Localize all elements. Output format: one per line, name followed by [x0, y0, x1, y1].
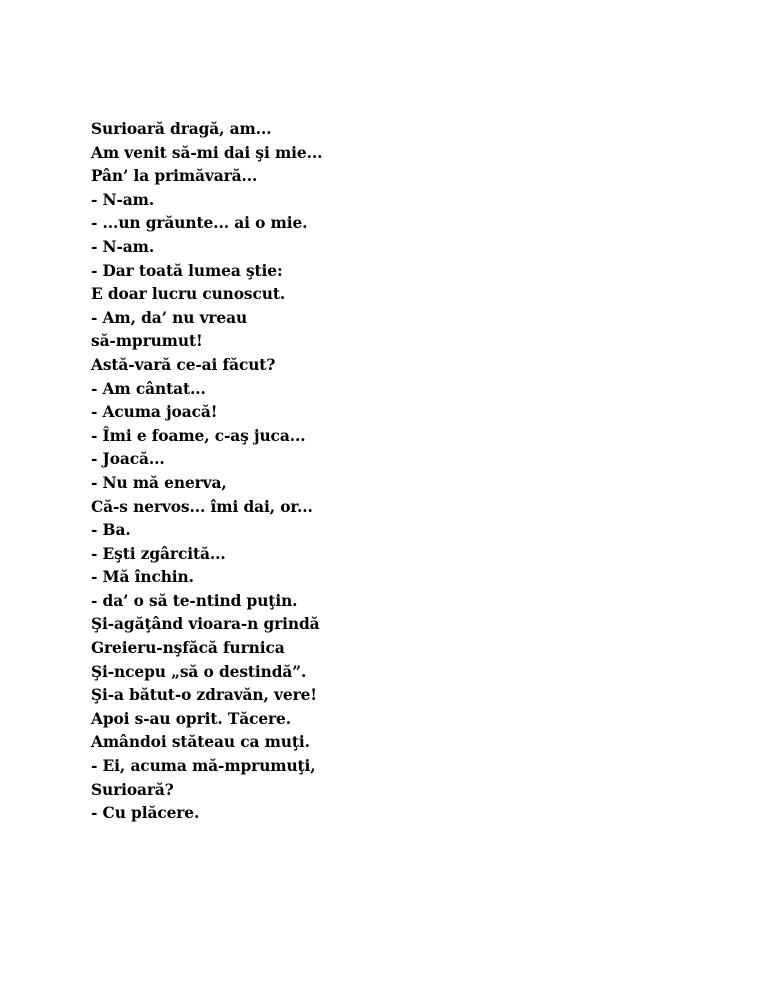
poem-line: Amândoi stăteau ca muţi. — [91, 733, 310, 752]
poem-line: - Am cântat... — [91, 379, 206, 398]
poem-line: - ...un grăunte... ai o mie. — [91, 214, 308, 233]
poem-line: - Nu mă enerva, — [91, 473, 227, 492]
poem-line: - N-am. — [91, 237, 155, 256]
poem-line: - Cu plăcere. — [91, 804, 200, 823]
poem-line: - Ba. — [91, 521, 131, 540]
poem-line: Apoi s-au oprit. Tăcere. — [91, 709, 292, 728]
poem-line: - Acuma joacă! — [91, 403, 218, 422]
poem-line: Surioară dragă, am... — [91, 120, 272, 138]
poem-line: să-mprumut! — [91, 332, 203, 351]
poem-line: - Eşti zgârcită... — [91, 544, 226, 563]
poem-line: Şi-agăţând vioara-n grindă — [91, 615, 320, 634]
poem-line: - Am, da’ nu vreau — [91, 308, 248, 327]
poem-line: Că-s nervos... îmi dai, or... — [91, 497, 313, 516]
poem-line: Surioară? — [91, 780, 174, 799]
poem-line: Şi-a bătut-o zdravăn, vere! — [91, 686, 317, 705]
poem-line: - Mă închin. — [91, 568, 194, 587]
poem-text — [91, 118, 322, 826]
poem-line: Şi-ncepu „să o destindă”. — [91, 662, 307, 681]
poem-line: - Joacă... — [91, 450, 165, 469]
poem-line: - Îmi e foame, c-aş juca... — [91, 426, 306, 445]
poem-line: - da’ o să te-ntind puţin. — [91, 591, 298, 610]
poem-line: Astă-vară ce-ai făcut? — [91, 355, 276, 374]
poem-line: - Dar toată lumea ştie: — [91, 261, 283, 280]
poem-line: - N-am. — [91, 190, 155, 209]
poem-line: Greieru-nşfăcă furnica — [91, 639, 285, 658]
poem-line: E doar lucru cunoscut. — [91, 285, 286, 304]
poem-line: Am venit să-mi dai şi mie... — [91, 143, 323, 162]
poem-line: - Ei, acuma mă-mprumuţi, — [91, 757, 316, 776]
poem-line: Pân’ la primăvară... — [91, 167, 258, 186]
